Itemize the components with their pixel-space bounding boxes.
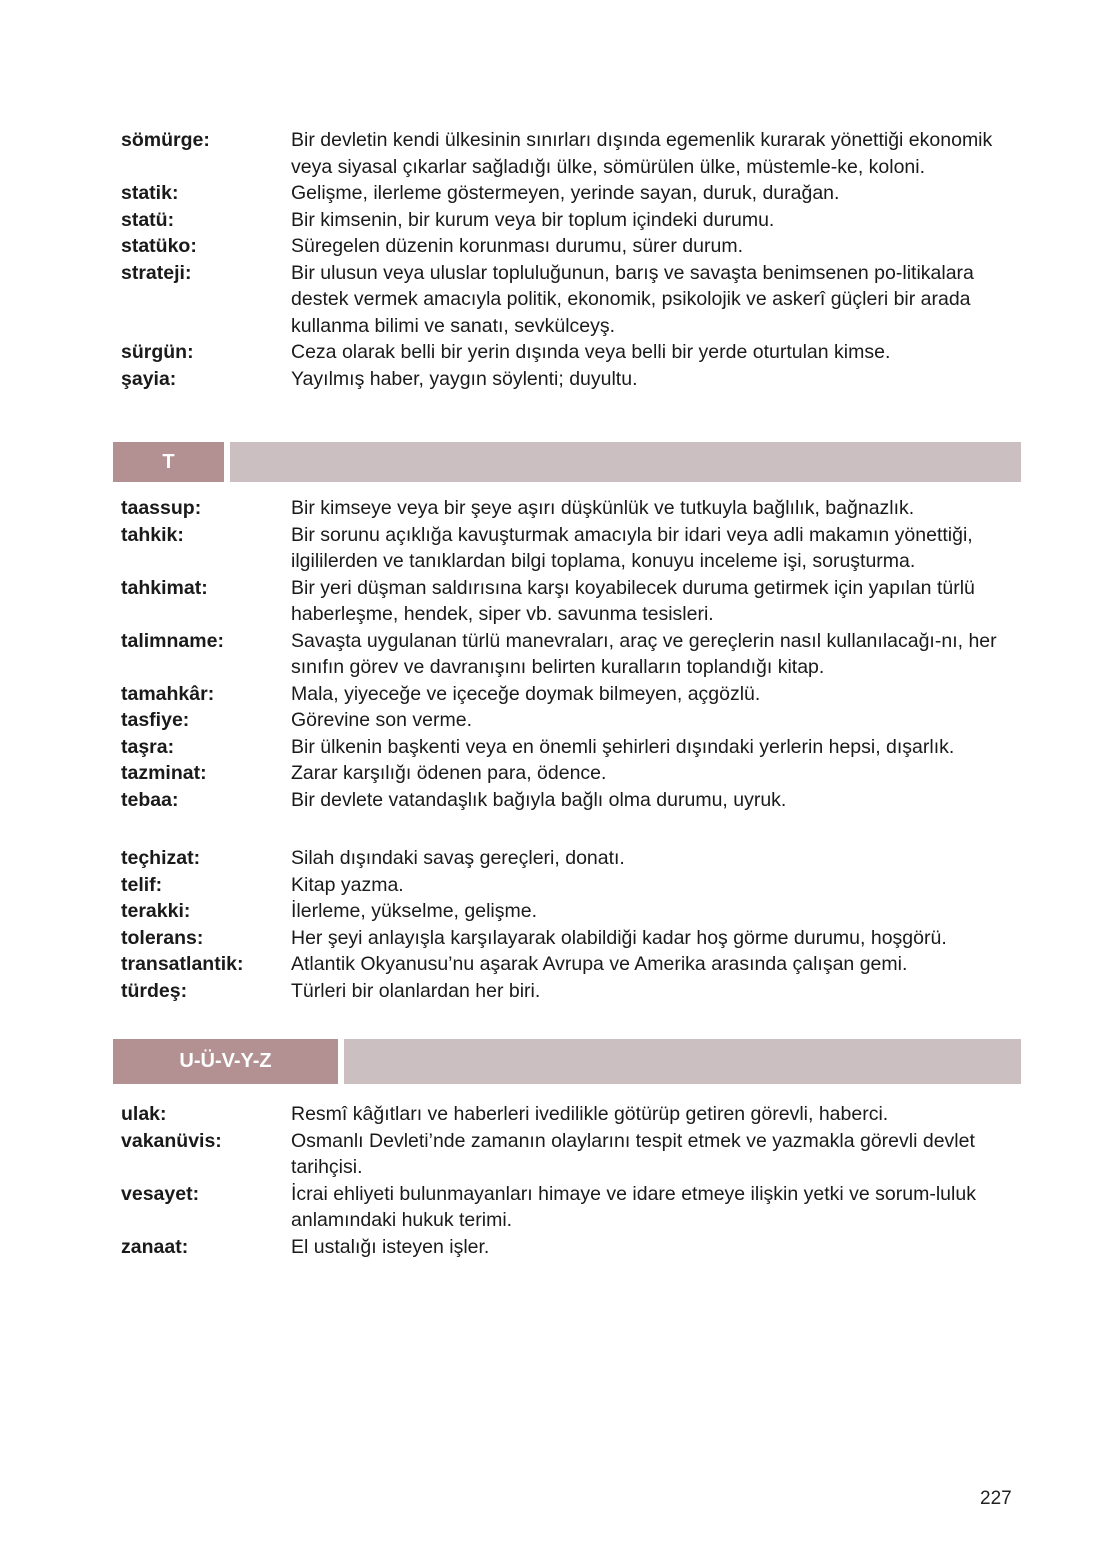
entry-tahkimat: tahkimat: Bir yeri düşman saldırısına karşı koyabilecek duruma getirmek için yapılan türlü haberleşme, hendek, siper vb. savunma tesisleri. bbox=[121, 576, 975, 625]
entry-strateji: strateji: Bir ulusun veya uluslar topluluğunun, barış ve savaşta benimsenen po-litikalara destek vermek amacıyla politik, ekonomik, psikolojik ve askerî güçleri bir arada kullanma bilimi ve sanatı, sevkülceyş. bbox=[121, 261, 974, 337]
entry-tebaa: tebaa: Bir devlete vatandaşlık bağıyla bağlı olma durumu, uyruk. bbox=[121, 788, 787, 811]
entry-transatlantik: transatlantik: Atlantik Okyanusu’nu aşarak Avrupa ve Amerika arasında çalışan gemi. bbox=[121, 953, 908, 975]
entry-somurge: sömürge: Bir devletin kendi ülkesinin sınırları dışında egemenlik kurarak yönettiği ekonomik veya siyasal çıkarlar sağladığı ülke, sömürülen ülke, müstemle-ke, koloni. bbox=[121, 129, 993, 178]
entry-sayia: şayia: Yayılmış haber, yaygın söylenti; duyultu. bbox=[121, 367, 638, 390]
entry-statik: statik: Gelişme, ilerleme göstermeyen, yerinde sayan, duruk, durağan. bbox=[121, 182, 840, 204]
glossary-block-t bbox=[121, 495, 1021, 813]
glossary-block-t2 bbox=[121, 845, 1021, 1004]
entry-vakanuvis: vakanüvis: Osmanlı Devleti’nde zamanın olaylarını tespit etmek ve yazmakla görevli devlet tarihçisi. bbox=[121, 1129, 975, 1178]
section-header-u bbox=[113, 1039, 1021, 1084]
entry-terakki: terakki: İlerleme, yükselme, gelişme. bbox=[121, 900, 537, 922]
entry-zanaat: zanaat: El ustalığı isteyen işler. bbox=[121, 1235, 490, 1258]
entry-vesayet: vesayet: İcrai ehliyeti bulunmayanları himaye ve idare etmeye ilişkin yetki ve sorum-luluk anlamındaki hukuk terimi. bbox=[121, 1182, 976, 1231]
section-header-t bbox=[113, 442, 1021, 482]
entry-surgun: sürgün: Ceza olarak belli bir yerin dışında veya belli bir yerde oturtulan kimse. bbox=[121, 341, 891, 363]
entry-statuko: statüko: Süregelen düzenin korunması durumu, sürer durum. bbox=[121, 235, 743, 257]
entry-telif: telif: Kitap yazma. bbox=[121, 873, 404, 896]
entry-tamahkar: tamahkâr: Mala, yiyeceğe ve içeceğe doymak bilmeyen, açgözlü. bbox=[121, 682, 761, 705]
entry-talimname: talimname: Savaşta uygulanan türlü manevraları, araç ve gereçlerin nasıl kullanılacağı-nı, her sınıfın görev ve davranışını belirten kuralların toplandığı kitap. bbox=[121, 629, 997, 678]
entry-tasfiye: tasfiye: Görevine son verme. bbox=[121, 709, 472, 731]
section-letters-u: U-Ü-V-Y-Z bbox=[113, 1039, 338, 1084]
entry-tazminat: tazminat: Zarar karşılığı ödenen para, ödence. bbox=[121, 762, 607, 784]
entry-taassup: taassup: Bir kimseye veya bir şeye aşırı düşkünlük ve tutkuyla bağlılık, bağnazlık. bbox=[121, 497, 915, 519]
entry-tahkik: tahkik: Bir sorunu açıklığa kavuşturmak amacıyla bir idari veya adli makamın yönettiği, ilgililerden ve tanıklardan bilgi toplama, konuyu inceleme işi, soruşturma. bbox=[121, 523, 973, 572]
glossary-block-u bbox=[121, 1101, 1021, 1260]
entry-tasra: taşra: Bir ülkenin başkenti veya en önemli şehirleri dışındaki yerlerin hepsi, dışarlık. bbox=[121, 735, 955, 758]
section-letter-t: T bbox=[113, 442, 224, 482]
entry-techizat: teçhizat: Silah dışındaki savaş gereçleri, donatı. bbox=[121, 847, 625, 869]
glossary-block-s bbox=[121, 127, 1021, 392]
entry-tolerans: tolerans: Her şeyi anlayışla karşılayarak olabildiği kadar hoş görme durumu, hoşgörü. bbox=[121, 926, 947, 949]
entry-ulak: ulak: Resmî kâğıtları ve haberleri ivedilikle götürüp getiren görevli, haberci. bbox=[121, 1103, 889, 1125]
entry-statu: statü: Bir kimsenin, bir kurum veya bir toplum içindeki durumu. bbox=[121, 208, 775, 231]
page-number: 227 bbox=[980, 1488, 1012, 1509]
entry-turdes: türdeş: Türleri bir olanlardan her biri. bbox=[121, 979, 541, 1002]
